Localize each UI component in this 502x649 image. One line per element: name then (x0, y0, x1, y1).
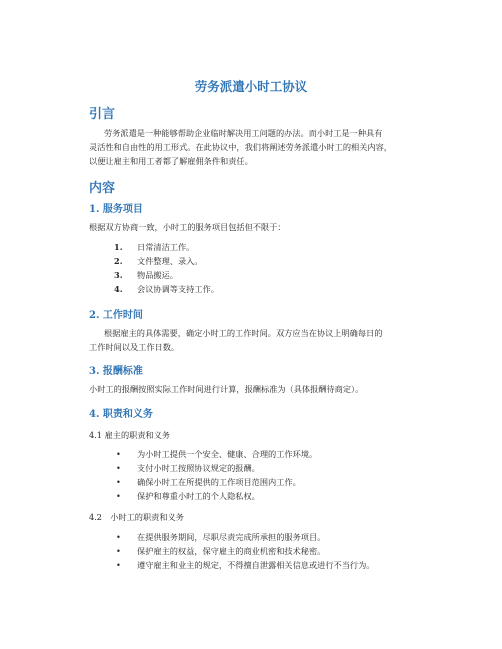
bullet-item: 保护和尊重小时工的个人隐私权。 (137, 491, 260, 501)
list-item-text: 物品搬运。 (137, 270, 178, 280)
bullet-item: 在提供服务期间，尽职尽责完成所承担的服务项目。 (137, 532, 326, 542)
list-item-text: 日常清洁工作。 (137, 242, 195, 252)
document-title: 劳务派遣小时工协议 (194, 79, 308, 94)
bullet-icon: • (116, 546, 121, 556)
bullet-icon: • (116, 449, 121, 459)
list-item-number: 3. (114, 270, 123, 280)
bullet-item: 为小时工提供一个安全、健康、合理的工作环境。 (137, 449, 318, 459)
bullet-item: 遵守雇主和业主的规定，不得擅自泄露相关信息或进行不当行为。 (137, 560, 375, 570)
list-item-text: 会议协调等支持工作。 (137, 284, 219, 294)
bullet-icon: • (116, 491, 121, 501)
bullet-icon: • (116, 463, 121, 473)
section-1-paragraph: 根据双方协商一致，小时工的服务项目包括但不限于： (89, 222, 286, 232)
bullet-icon: • (116, 560, 121, 570)
list-item-number: 4. (114, 284, 123, 294)
section-2-heading: 2. 工作时间 (89, 310, 143, 321)
section-3-heading: 3. 报酬标准 (89, 366, 143, 377)
bullet-item: 保护雇主的权益，保守雇主的商业机密和技术秘密。 (137, 546, 326, 556)
bullet-icon: • (116, 532, 121, 542)
intro-line-2: 灵活性和自由性的用工形式。在此协议中，我们将阐述劳务派遣小时工的相关内容， (89, 142, 392, 152)
content-heading: 内容 (89, 181, 116, 196)
section-3-paragraph: 小时工的报酬按照实际工作时间进行计算，报酬标准为（具体报酬待商定）。 (89, 384, 364, 394)
list-item-text: 文件整理、录入。 (137, 256, 203, 266)
subsection-4-2-label: 4.2 小时工的职责和义务 (89, 512, 184, 522)
section-2-line-1: 根据雇主的具体需要，确定小时工的工作时间。双方应当在协议上明确每日的 (104, 328, 383, 338)
section-2-line-2: 工作时间以及工作日数。 (89, 342, 180, 352)
bullet-item: 支付小时工按照协议规定的报酬。 (137, 463, 260, 473)
intro-line-1: 劳务派遣是一种能够帮助企业临时解决用工问题的办法。而小时工是一种具有 (104, 128, 383, 138)
section-4-heading: 4. 职责和义务 (89, 409, 153, 420)
list-item-number: 1. (114, 242, 123, 252)
intro-line-3: 以便让雇主和用工者都了解雇佣条件和责任。 (89, 156, 253, 166)
bullet-item: 确保小时工在所提供的工作项目范围内工作。 (137, 477, 301, 487)
bullet-icon: • (116, 477, 121, 487)
section-1-heading: 1. 服务项目 (89, 204, 143, 215)
intro-heading: 引言 (89, 107, 116, 122)
list-item-number: 2. (114, 256, 123, 266)
subsection-4-1-label: 4.1 雇主的职责和义务 (89, 430, 171, 440)
